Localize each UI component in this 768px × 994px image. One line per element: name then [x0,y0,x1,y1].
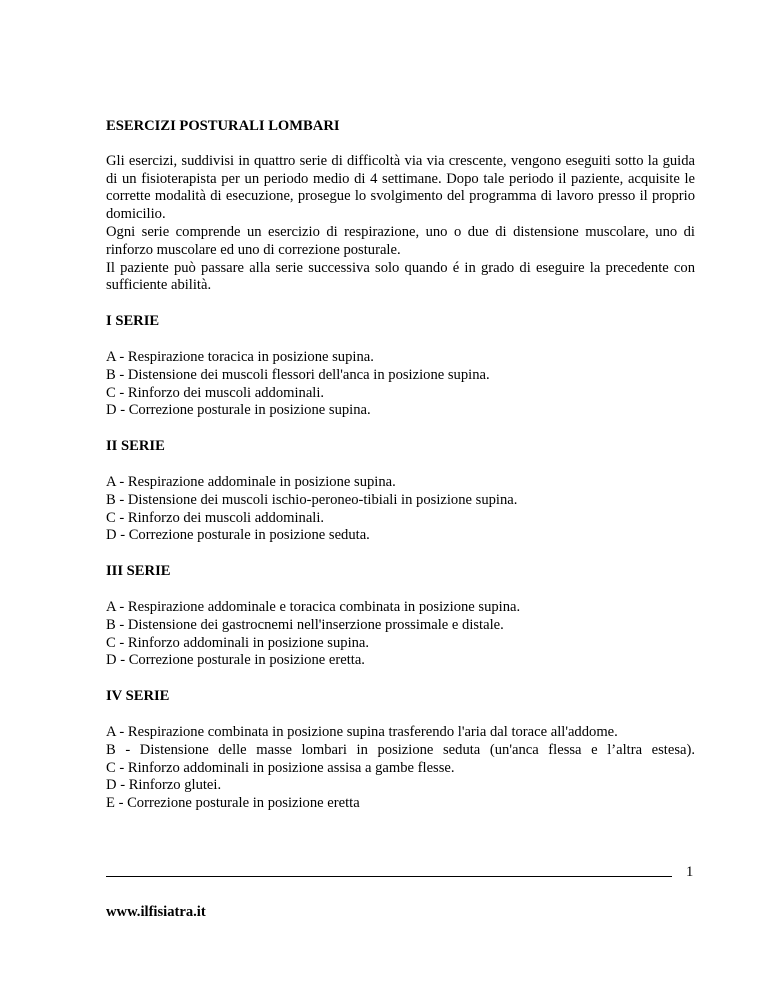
intro-paragraph: Il paziente può passare alla serie successiva solo quando é in grado di eseguire la precedente con sufficiente abilità. [106,259,695,294]
section-serie-1 [106,313,695,420]
list-item: D - Correzione posturale in posizione supina. [106,402,371,419]
intro-paragraph: Gli esercizi, suddivisi in quattro serie di difficoltà via via crescente, vengono eseguiti sotto la guida di un fisioterapista per un periodo medio di 4 settimane. Dopo tale periodo il paziente, acquisite le corrette modalità di esecuzione, prosegue lo svolgimento del programma di lavoro presso il proprio domicilio. [106,152,695,223]
page-number: 1 [686,864,694,880]
list-item: C - Rinforzo addominali in posizione assisa a gambe flesse. [106,759,455,776]
section-serie-4 [106,688,695,813]
list-item: C - Rinforzo addominali in posizione supina. [106,634,370,651]
document-title: ESERCIZI POSTURALI LOMBARI [106,118,340,134]
list-item: A - Respirazione addominale in posizione supina. [106,473,396,490]
list-item: E - Correzione posturale in posizione eretta [106,795,360,812]
footer-website: www.ilfisiatra.it [106,904,206,920]
intro-text [106,153,695,295]
list-item: A - Respirazione combinata in posizione supina trasferendo l'aria dal torace all'addome. [106,723,618,740]
document-body [106,118,695,813]
footer-divider [106,876,672,877]
list-item: D - Rinforzo glutei. [106,777,222,794]
list-item: B - Distensione dei muscoli flessori dell'anca in posizione supina. [106,366,490,383]
exercise-list [106,474,695,545]
exercise-list [106,724,695,813]
list-item: B - Distensione dei gastrocnemi nell'inserzione prossimale e distale. [106,616,504,633]
exercise-list [106,599,695,670]
section-heading: II SERIE [106,438,165,455]
list-item: D - Correzione posturale in posizione eretta. [106,652,365,669]
section-serie-3 [106,563,695,670]
list-item: C - Rinforzo dei muscoli addominali. [106,384,325,401]
list-item: C - Rinforzo dei muscoli addominali. [106,509,325,526]
exercise-list [106,349,695,420]
list-item: A - Respirazione addominale e toracica combinata in posizione supina. [106,598,521,615]
section-serie-2 [106,438,695,545]
section-heading: IV SERIE [106,688,170,705]
list-item: A - Respirazione toracica in posizione supina. [106,348,374,365]
section-heading: I SERIE [106,313,160,330]
list-item: B - Distensione dei muscoli ischio-peroneo-tibiali in posizione supina. [106,491,518,508]
section-heading: III SERIE [106,563,171,580]
list-item: D - Correzione posturale in posizione seduta. [106,527,370,544]
list-item: B - Distensione delle masse lombari in posizione seduta (un'anca flessa e l’altra estesa). [106,741,695,758]
intro-paragraph: Ogni serie comprende un esercizio di respirazione, uno o due di distensione muscolare, uno di rinforzo muscolare ed uno di correzione posturale. [106,223,695,258]
